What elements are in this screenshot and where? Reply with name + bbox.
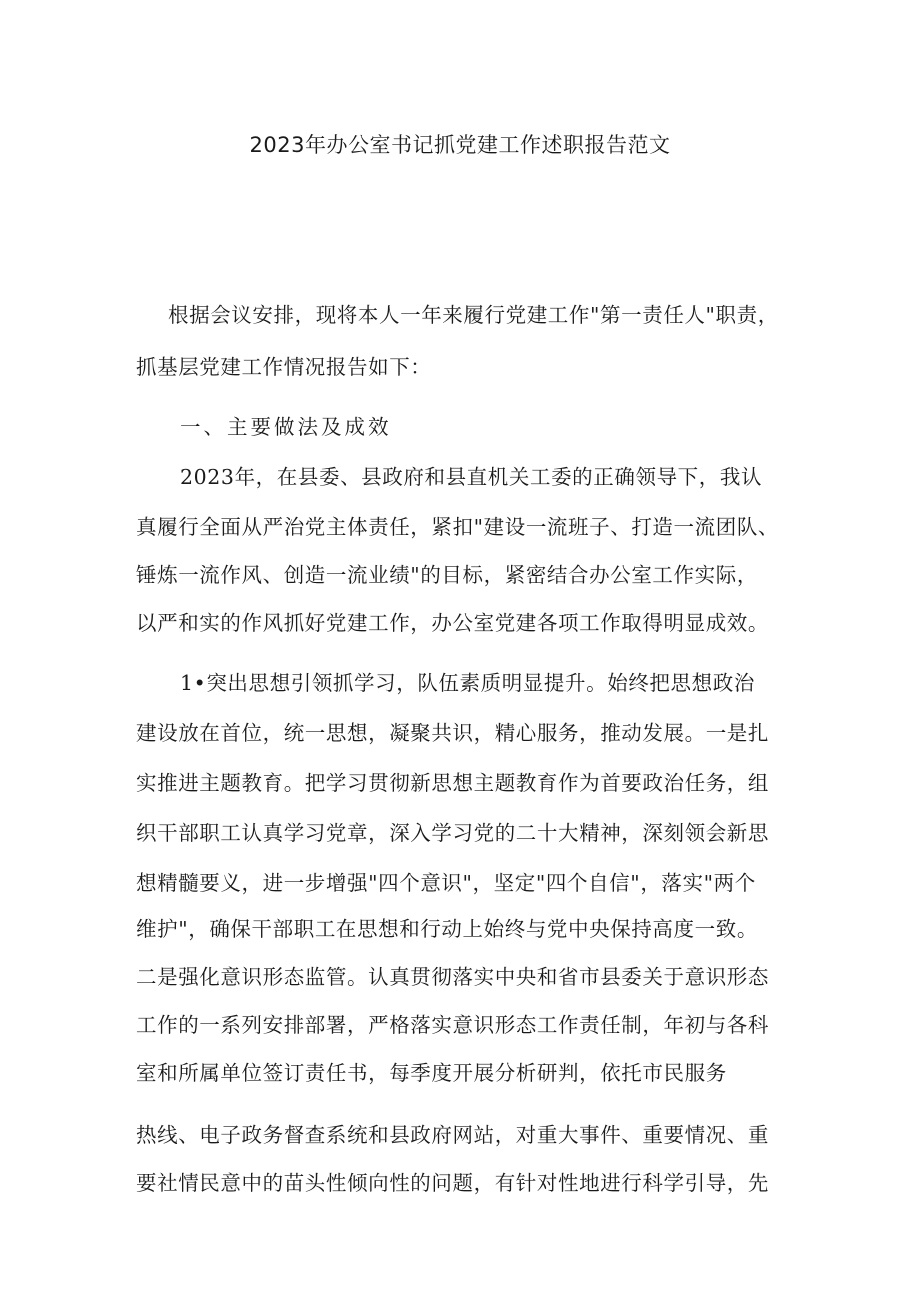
paragraph-line: 要社情民意中的苗头性倾向性的问题，有针对性地进行科学引导，先	[136, 1171, 769, 1195]
paragraph-line: 抓基层党建工作情况报告如下：	[136, 355, 432, 379]
paragraph-line: 热线、电子政务督查系统和县政府网站，对重大事件、重要情况、重	[136, 1123, 769, 1147]
paragraph-line: 锤炼一流作风、创造一流业绩"的目标，紧密结合办公室工作实际，	[136, 563, 758, 587]
paragraph-line: 实推进主题教育。把学习贯彻新思想主题教育作为首要政治任务，组	[136, 771, 769, 795]
paragraph-line: 真履行全面从严治党主体责任，紧扣"建设一流班子、打造一流团队、	[136, 515, 780, 539]
paragraph-line: 1•突出思想引领抓学习，队伍素质明显提升。始终把思想政治	[180, 671, 755, 695]
paragraph-line: 2023年，在县委、县政府和县直机关工委的正确领导下，我认	[180, 465, 763, 489]
paragraph-line: 根据会议安排，现将本人一年来履行党建工作"第一责任人"职责，	[168, 303, 779, 327]
paragraph-line: 想精髓要义，进一步增强"四个意识"，坚定"四个自信"，落实"两个	[136, 871, 756, 895]
paragraph-line: 以严和实的作风抓好党建工作，办公室党建各项工作取得明显成效。	[136, 611, 769, 635]
document-title: 2023年办公室书记抓党建工作述职报告范文	[249, 133, 671, 157]
paragraph-line: 建设放在首位，统一思想，凝聚共识，精心服务，推动发展。一是扎	[136, 721, 769, 745]
paragraph-line: 织干部职工认真学习党章，深入学习党的二十大精神，深刻领会新思	[136, 821, 769, 845]
paragraph-line: 室和所属单位签订责任书，每季度开展分析研判，依托市民服务	[136, 1061, 727, 1085]
section-heading: 一、主要做法及成效	[180, 415, 392, 439]
paragraph-line: 工作的一系列安排部署，严格落实意识形态工作责任制，年初与各科	[136, 1013, 769, 1037]
paragraph-line: 维护"，确保干部职工在思想和行动上始终与党中央保持高度一致。	[136, 917, 758, 941]
paragraph-line: 二是强化意识形态监管。认真贯彻落实中央和省市县委关于意识形态	[136, 965, 769, 989]
